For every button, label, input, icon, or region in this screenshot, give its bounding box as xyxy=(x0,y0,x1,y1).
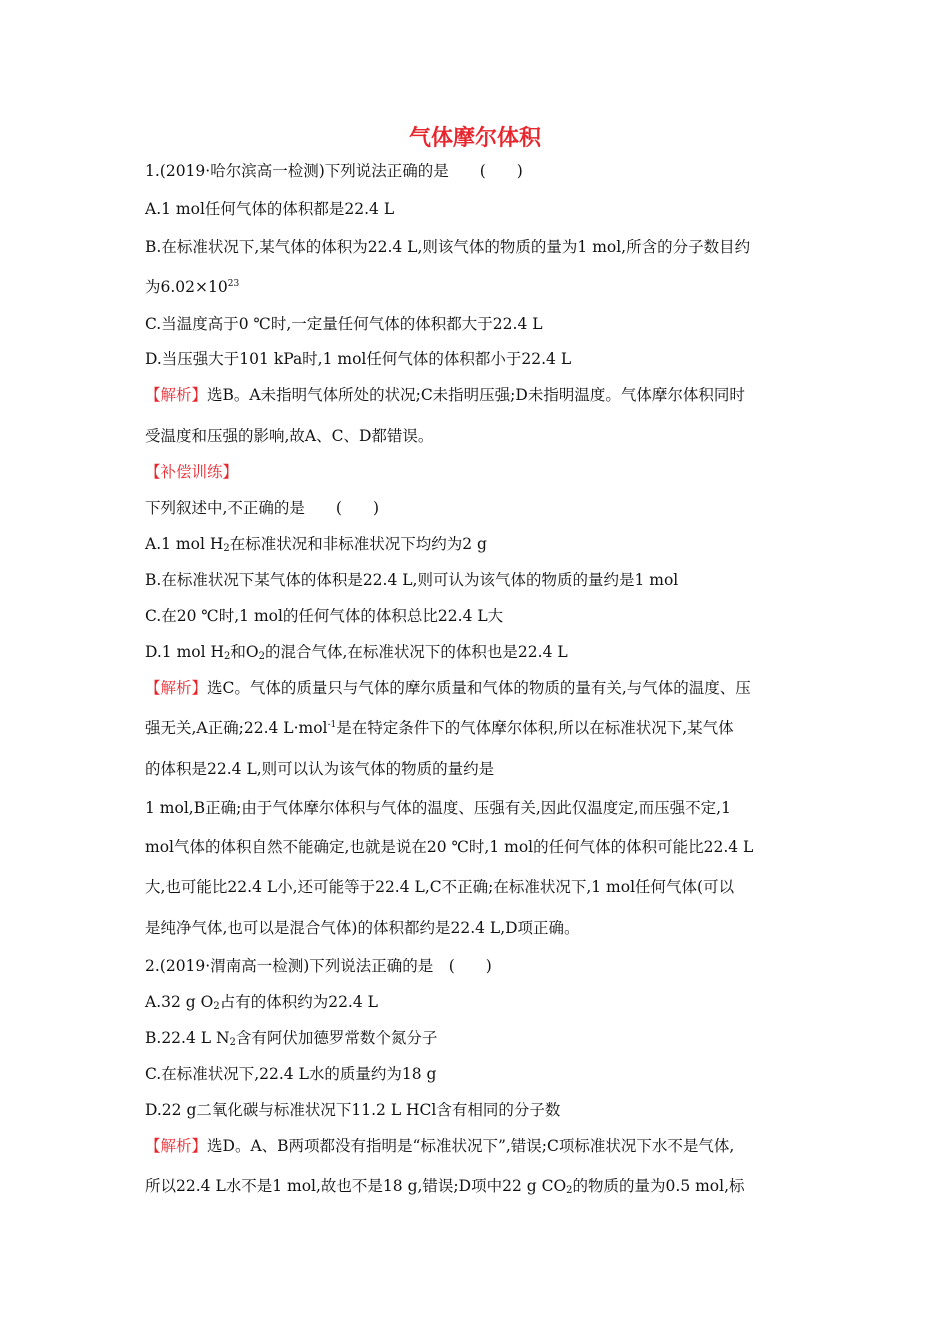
supplement-option-c: C.在20 ℃时,1 mol的任何气体的体积总比22.4 L大 xyxy=(145,607,504,625)
question-1-option-c: C.当温度高于0 ℃时,一定量任何气体的体积都大于22.4 L xyxy=(145,315,543,333)
question-1-analysis-line2: 受温度和压强的影响,故A、C、D都错误。 xyxy=(145,427,434,445)
supplement-option-a xyxy=(145,533,815,555)
text-fragment: 的物质的量为0.5 mol,标 xyxy=(572,1177,745,1195)
text-fragment: 的混合气体,在标准状况下的体积也是22.4 L xyxy=(265,643,568,661)
text-fragment: B.22.4 L N xyxy=(145,1029,230,1047)
text-fragment: 含有阿伏加德罗常数个氮分子 xyxy=(235,1029,438,1047)
text-fragment: 强无关,A正确;22.4 L·mol xyxy=(145,719,328,737)
text-fragment: 是在特定条件下的气体摩尔体积,所以在标准状况下,某气体 xyxy=(336,719,734,737)
supplement-option-b: B.在标准状况下某气体的体积是22.4 L,则可认为该气体的物质的量约是1 mol xyxy=(145,571,679,589)
question-1-option-d: D.当压强大于101 kPa时,1 mol任何气体的体积都小于22.4 L xyxy=(145,350,572,368)
subscript: 2 xyxy=(258,651,265,662)
text-fragment: 在标准状况和非标准状况下均约为2 g xyxy=(229,535,487,553)
text-fragment: 和O xyxy=(230,643,259,661)
analysis-tag: 【解析】 xyxy=(145,1137,208,1155)
supplement-analysis-line3: 的体积是22.4 L,则可以认为该气体的物质的量约是 xyxy=(145,760,495,778)
supplement-analysis-line6: 大,也可能比22.4 L小,还可能等于22.4 L,C不正确;在标准状况下,1 mol任何气体(可以 xyxy=(145,878,735,896)
question-2-option-b xyxy=(145,1027,815,1049)
subscript: 2 xyxy=(224,651,231,662)
supplement-tag: 【补偿训练】 xyxy=(145,463,239,481)
supplement-analysis-line7: 是纯净气体,也可以是混合气体)的体积都约是22.4 L,D项正确。 xyxy=(145,919,580,937)
question-1-option-b-line1: B.在标准状况下,某气体的体积为22.4 L,则该气体的物质的量为1 mol,所含的分子数目约 xyxy=(145,238,751,256)
supplement-analysis-line1 xyxy=(145,677,815,699)
superscript: 23 xyxy=(227,279,240,289)
question-1-stem: 1.(2019·哈尔滨高一检测)下列说法正确的是 ( ) xyxy=(145,162,523,180)
question-1-option-a: A.1 mol任何气体的体积都是22.4 L xyxy=(145,200,395,218)
question-2-analysis-line2 xyxy=(145,1175,815,1197)
text-fragment: A.1 mol H xyxy=(145,535,224,553)
question-2-stem: 2.(2019·渭南高一检测)下列说法正确的是 ( ) xyxy=(145,957,492,975)
supplement-stem: 下列叙述中,不正确的是 ( ) xyxy=(145,499,380,517)
text-fragment: A.32 g O xyxy=(145,993,214,1011)
question-2-analysis-line1 xyxy=(145,1135,815,1157)
subscript: 2 xyxy=(213,1001,220,1012)
supplement-analysis-line2 xyxy=(145,717,815,739)
supplement-option-d xyxy=(145,641,815,663)
supplement-analysis-line5: mol气体的体积自然不能确定,也就是说在20 ℃时,1 mol的任何气体的体积可能比22.4 L xyxy=(145,838,754,856)
text-fragment: 占有的体积约为22.4 L xyxy=(219,993,378,1011)
text-fragment: 选B。A未指明气体所处的状况;C未指明压强;D未指明温度。气体摩尔体积同时 xyxy=(207,386,745,404)
text-fragment: 选C。气体的质量只与气体的摩尔质量和气体的物质的量有关,与气体的温度、压 xyxy=(207,679,751,697)
question-2-option-c: C.在标准状况下,22.4 L水的质量约为18 g xyxy=(145,1065,437,1083)
page-title: 气体摩尔体积 xyxy=(408,126,541,151)
analysis-tag: 【解析】 xyxy=(145,386,208,404)
question-2-option-d: D.22 g二氧化碳与标准状况下11.2 L HCl含有相同的分子数 xyxy=(145,1101,561,1119)
question-2-option-a xyxy=(145,991,815,1013)
supplement-analysis-line4: 1 mol,B正确;由于气体摩尔体积与气体的温度、压强有关,因此仅温度定,而压强不定,1 xyxy=(145,799,731,817)
text-fragment: 选D。A、B两项都没有指明是“标准状况下”,错误;C项标准状况下水不是气体, xyxy=(207,1137,735,1155)
question-1-option-b-line2 xyxy=(145,276,815,298)
text-fragment: D.1 mol H xyxy=(145,643,225,661)
text-fragment: 所以22.4 L水不是1 mol,故也不是18 g,错误;D项中22 g CO xyxy=(145,1177,567,1195)
subscript: 2 xyxy=(229,1037,236,1048)
analysis-tag: 【解析】 xyxy=(145,679,208,697)
subscript: 2 xyxy=(223,543,230,554)
subscript: 2 xyxy=(566,1185,573,1196)
question-1-analysis-line1 xyxy=(145,384,815,406)
superscript: -1 xyxy=(327,720,337,730)
text-fragment: 为6.02×10 xyxy=(145,278,228,296)
